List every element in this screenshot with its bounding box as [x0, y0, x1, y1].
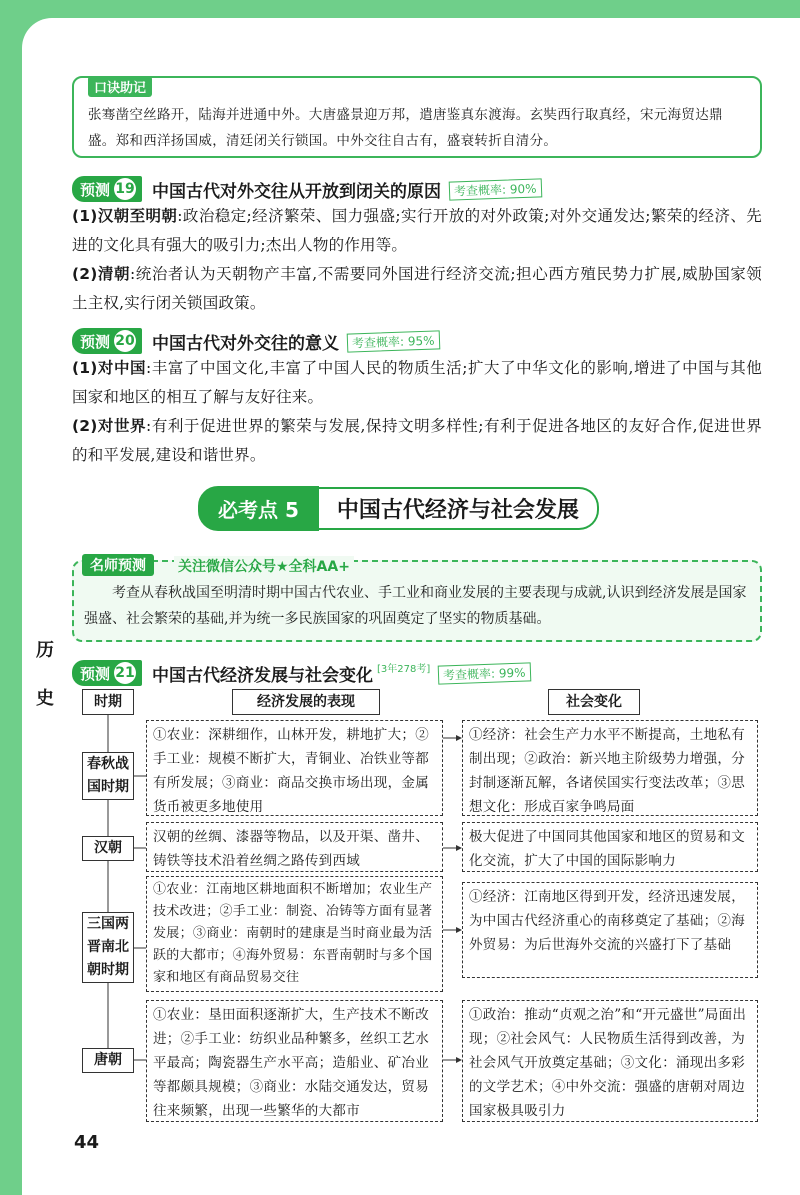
society-cell: 极大促进了中国同其他国家和地区的贸易和文化交流，扩大了中国的国际影响力: [462, 822, 758, 872]
economy-cell: ①农业：深耕细作，山林开发，耕地扩大；②手工业：规模不断扩大，青铜业、冶铁业等都有所发展；③商业：商品交换市场出现，金属货币被更多地使用: [146, 720, 443, 816]
item-head: (1)汉朝至明朝: [72, 207, 178, 225]
page-number: 44: [74, 1132, 100, 1153]
teacher-tag: 名师预测: [82, 554, 154, 576]
prediction-title: 中国古代对外交往从开放到闭关的原因: [152, 181, 442, 202]
badge-label: 预测: [80, 180, 111, 199]
prediction-title: 中国古代经济发展与社会变化: [152, 665, 374, 686]
period-label-line: 朝时期: [87, 962, 129, 978]
period-label-line: 唐朝: [94, 1052, 122, 1068]
item-head: (1)对中国: [72, 359, 147, 377]
economy-cell: ①农业：江南地区耕地面积不断增加；农业生产技术改进；②手工业：制瓷、冶铸等方面有显著发展；③商业：南朝时的建康是当时商业最为活跃的大都市；④海外贸易：东晋南朝时与多个国家和地区有商品贸易交往: [146, 876, 443, 992]
probability-stamp: 考查概率: 90%: [449, 178, 542, 200]
society-cell: ①政治：推动“贞观之治”和“开元盛世”局面出现；②社会风气：人民物质生活得到改善，为社会风气开放奠定基础；③文化：涌现出多彩的文学艺术；④中外交流：强盛的唐朝对周边国家极具吸引力: [462, 1000, 758, 1122]
side-tab-char: 历: [36, 640, 54, 661]
section-tag: 必考点 5: [198, 486, 319, 531]
period-label-line: 汉朝: [94, 840, 122, 856]
period-three-kingdoms: [82, 912, 134, 983]
period-label-line: 三国两: [87, 916, 129, 932]
society-cell: ①经济：社会生产力水平不断提高，土地私有制出现；②政治：新兴地主阶级势力增强，分封制逐渐瓦解，各诸侯国实行变法改革；③思想文化：形成百家争鸣局面: [462, 720, 758, 816]
badge-label: 预测: [80, 664, 111, 683]
badge-number: 21: [114, 662, 136, 684]
period-spring-autumn: [82, 752, 134, 800]
period-tang: [82, 1048, 134, 1073]
probability-stamp: 考查概率: 95%: [347, 330, 440, 352]
society-cell: ①经济：江南地区得到开发，经济迅速发展，为中国古代经济重心的南移奠定了基础；②海外贸易：为后世海外交流的兴盛打下了基础: [462, 882, 758, 978]
mnemonic-tag: 口诀助记: [88, 76, 152, 97]
mnemonic-text: 张骞凿空丝路开，陆海并进通中外。大唐盛景迎万邦，遣唐鉴真东渡海。玄奘西行取真经，宋元海贸达鼎盛。郑和西洋扬国威，清廷闭关行锁国。中外交往自古有，盛衰转折自清分。: [88, 107, 723, 149]
period-han: [82, 836, 134, 861]
period-label-line: 晋南北: [87, 939, 129, 955]
header-economy: 经济发展的表现: [232, 689, 380, 715]
item-head: (2)清朝: [72, 265, 130, 283]
economy-cell: 汉朝的丝绸、漆器等物品，以及开渠、凿井、铸铁等技术沿着丝绸之路传到西域: [146, 822, 443, 872]
wechat-promo: 关注微信公众号★全科AA+: [174, 556, 354, 576]
badge-number: 20: [114, 330, 136, 352]
badge-number: 19: [114, 178, 136, 200]
period-label-line: 国时期: [87, 779, 129, 795]
probability-stamp: 考查概率: 99%: [438, 662, 531, 684]
item-text: :有利于促进世界的繁荣与发展,保持文明多样性;有利于促进各地区的友好合作,促进世界的和平发展,建设和谐世界。: [72, 417, 762, 464]
item-text: :政治稳定;经济繁荣、国力强盛;实行开放的对外政策;对外交通发达;繁荣的经济、先进的文化具有强大的吸引力;杰出人物的作用等。: [72, 207, 762, 254]
section-title: 中国古代经济与社会发展: [319, 487, 599, 530]
side-tab-char: 史: [36, 688, 54, 709]
header-society: 社会变化: [548, 689, 640, 715]
economy-cell: ①农业：垦田面积逐渐扩大，生产技术不断改进；②手工业：纺织业品种繁多，丝织工艺水平最高；陶瓷器生产水平高；造船业、矿冶业等都颇具规模；③商业：水陆交通发达，贸易往来频繁，出现一些繁华的大都市: [146, 1000, 443, 1122]
item-text: :统治者认为天朝物产丰富,不需要同外国进行经济交流;担心西方殖民势力扩展,威胁国家领土主权,实行闭关锁国政策。: [72, 265, 762, 312]
exam-frequency: [3年278考]: [377, 664, 431, 675]
header-period: 时期: [82, 689, 134, 715]
badge-label: 预测: [80, 332, 111, 351]
prediction-title: 中国古代对外交往的意义: [152, 333, 340, 354]
period-label-line: 春秋战: [87, 756, 129, 772]
item-text: :丰富了中国文化,丰富了中国人民的物质生活;扩大了中华文化的影响,增进了中国与其他国家和地区的相互了解与友好往来。: [72, 359, 762, 406]
item-head: (2)对世界: [72, 417, 147, 435]
teacher-text: 考查从春秋战国至明清时期中国古代农业、手工业和商业发展的主要表现与成就,认识到经济发展是国家强盛、社会繁荣的基础,并为统一多民族国家的巩固奠定了坚实的物质基础。: [84, 585, 747, 627]
